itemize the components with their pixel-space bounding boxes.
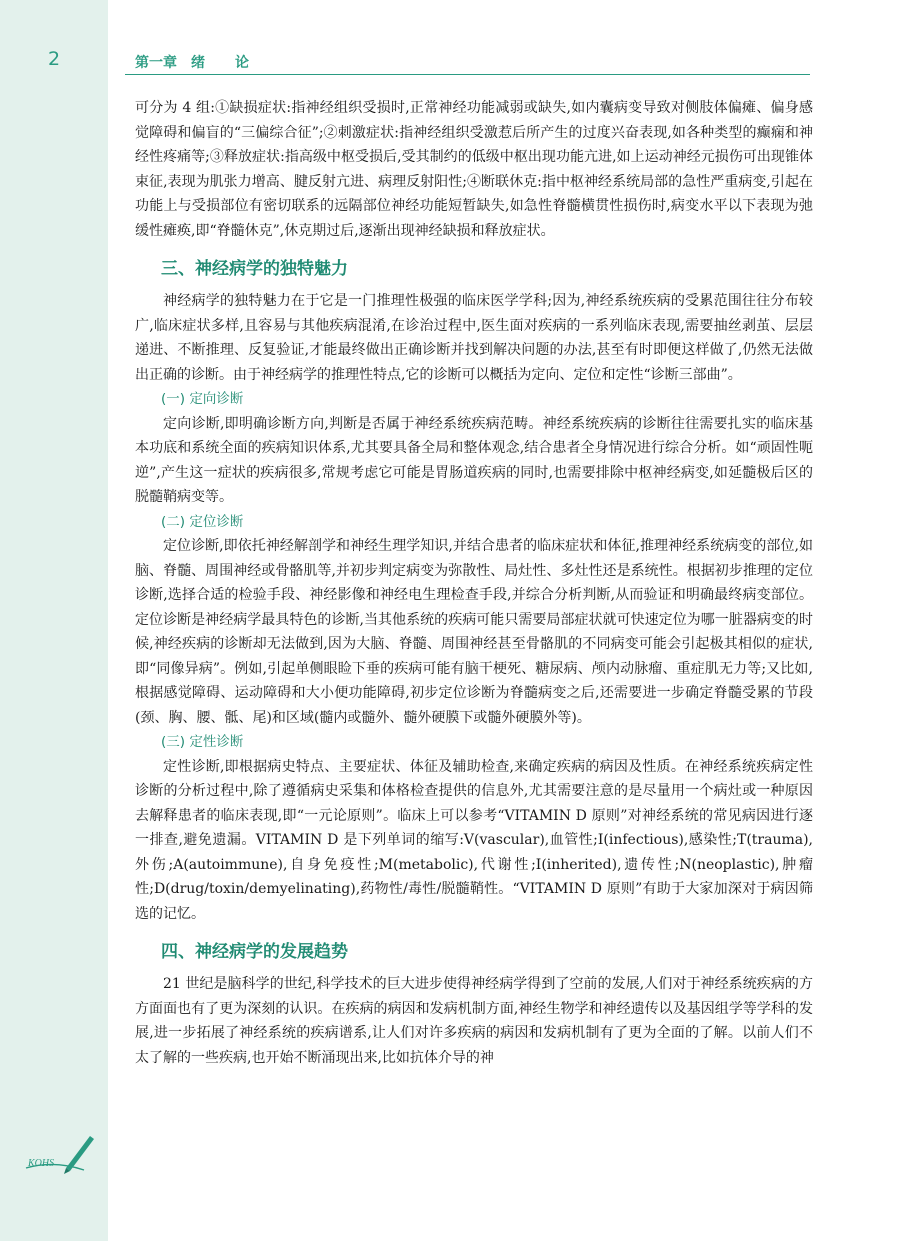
chapter-title: 绪 论	[191, 55, 257, 71]
subheading-directional-diagnosis: (一) 定向诊断	[161, 391, 244, 407]
subheading-localization-diagnosis: (二) 定位诊断	[161, 513, 244, 530]
header-rule	[125, 74, 810, 75]
side-margin-strip	[0, 0, 108, 1241]
page-body	[135, 96, 813, 1070]
paragraph-continued: 可分为 4 组:①缺损症状:指神经组织受损时,正常神经功能减弱或缺失,如内囊病变导致对侧肢体偏瘫、偏身感觉障碍和偏盲的“三偏综合征”;②刺激症状:指神经组织受激惹后所产生的过度兴奋表现,如各种类型的癫痫和神经性疼痛等;③释放症状:指高级中枢受损后,受其制约的低级中枢出现功能亢进,如上运动神经元损伤可出现锥体束征,表现为肌张力增高、腱反射亢进、病理反射阳性;④断联休克:指中枢神经系统局部的急性严重病变,引起在功能上与受损部位有密切联系的远隔部位神经功能短暂缺失,如急性脊髓横贯性损伤时,病变水平以下表现为弛缓性瘫痪,即“脊髓休克”,休克期过后,逐渐出现神经缺损和释放症状。	[135, 100, 813, 239]
page-number: 2	[48, 48, 61, 70]
subheading-qualitative-diagnosis: (三) 定性诊断	[161, 734, 244, 750]
section-heading-4: 四、神经病学的发展趋势	[161, 942, 348, 962]
paragraph-directional-diagnosis: 定向诊断,即明确诊断方向,判断是否属于神经系统疾病范畴。神经系统疾病的诊断往往需要扎实的临床基本功底和系统全面的疾病知识体系,尤其要具备全局和整体观念,结合患者全身情况进行综合分析。如“顽固性呃逆”,产生这一症状的疾病很多,常规考虑它可能是胃肠道疾病的同时,也需要排除中枢神经病变,如延髓极后区的脱髓鞘病变等。	[135, 415, 813, 505]
chapter-label: 第一章	[135, 55, 177, 71]
running-head	[135, 52, 257, 72]
paragraph-qualitative-diagnosis: 定性诊断,即根据病史特点、主要症状、体征及辅助检查,来确定疾病的病因及性质。在神经系统疾病定性诊断的分析过程中,除了遵循病史采集和体格检查提供的信息外,尤其需要注意的是尽量用一个病灶或一种原因去解释患者的临床表现,即“一元论原则”。临床上可以参考“VITAMIN D 原则”对神经系统的常见病因进行逐一排查,避免遗漏。VITAMIN D 是下列单词的缩写:V(vascular),血管性;I(infectious),感染性;T(trauma),外伤;A(autoimmune),自身免疫性;M(metabolic),代谢性;I(inherited),遗传性;N(neoplastic),肿瘤性;D(drug/toxin/demyelinating),药物性/毒性/脱髓鞘性。“VITAMIN D 原则”有助于大家加深对于病因筛选的记忆。	[135, 758, 813, 922]
paragraph-localization-diagnosis: 定位诊断,即依托神经解剖学和神经生理学知识,并结合患者的临床症状和体征,推理神经系统病变的部位,如脑、脊髓、周围神经或骨骼肌等,并初步判定病变为弥散性、局灶性、多灶性还是系统性。根据初步推理的定位诊断,选择合适的检验手段、神经影像和神经电生理检查手段,并综合分析判断,从而验证和明确最终病变部位。定位诊断是神经病学最具特色的诊断,当其他系统的疾病可能只需要局部症状就可快速定位为哪一脏器病变的时候,神经疾病的诊断却无法做到,因为大脑、脊髓、周围神经甚至骨骼肌的不同病变可能会引起极其相似的症状,即“同像异病”。例如,引起单侧眼睑下垂的疾病可能有脑干梗死、糖尿病、颅内动脉瘤、重症肌无力等;又比如,根据感觉障碍、运动障碍和大小便功能障碍,初步定位诊断为脊髓病变之后,还需要进一步确定脊髓受累的节段(颈、胸、腰、骶、尾)和区域(髓内或髓外、髓外硬膜下或髓外硬膜外等)。	[135, 538, 813, 726]
paragraph-trends: 21 世纪是脑科学的世纪,科学技术的巨大进步使得神经病学得到了空前的发展,人们对于神经系统疾病的方方面面也有了更为深刻的认识。在疾病的病因和发病机制方面,神经生物学和神经遗传以及基因组学等学科的发展,进一步拓展了神经系统的疾病谱系,让人们对许多疾病的病因和发病机制有了更为全面的了解。以前人们不太了解的一些疾病,也开始不断涌现出来,比如抗体介导的神	[135, 976, 813, 1066]
publisher-logo	[24, 1130, 100, 1176]
section-heading-3: 三、神经病学的独特魅力	[161, 259, 348, 279]
paragraph-charm: 神经病学的独特魅力在于它是一门推理性极强的临床医学学科;因为,神经系统疾病的受累范围往往分布较广,临床症状多样,且容易与其他疾病混淆,在诊治过程中,医生面对疾病的一系列临床表现,需要抽丝剥茧、层层递进、不断推理、反复验证,才能最终做出正确诊断并找到解决问题的办法,甚至有时即便这样做了,仍然无法做出正确的诊断。由于神经病学的推理性特点,它的诊断可以概括为定向、定位和定性“诊断三部曲”。	[135, 293, 813, 383]
logo-text: KOHS	[28, 1158, 55, 1169]
